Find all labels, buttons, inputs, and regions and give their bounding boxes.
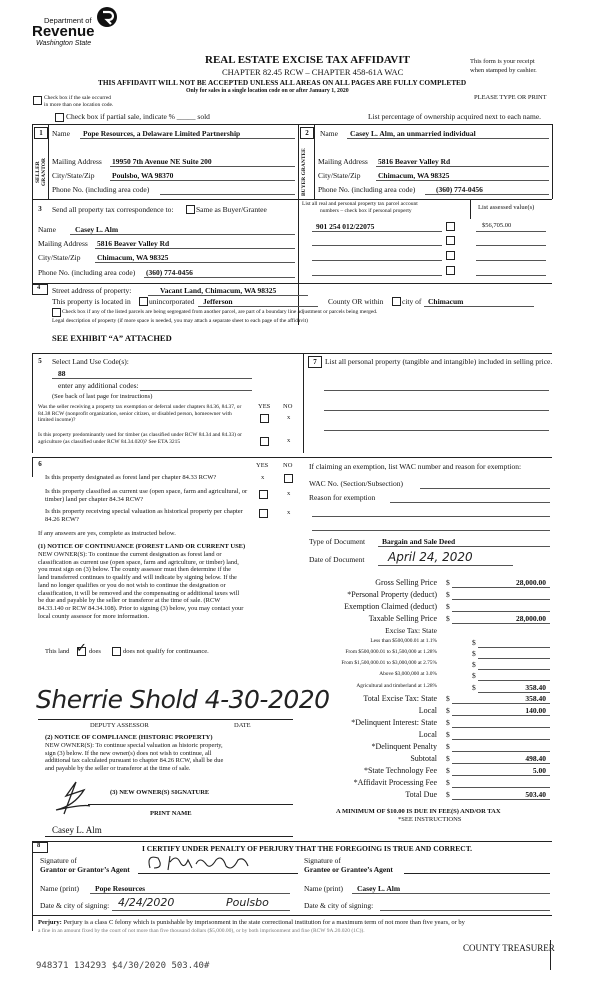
owner-signature-title: (3) NEW OWNER(S) SIGNATURE [110, 789, 210, 796]
parcel-3-personal-checkbox[interactable] [446, 251, 455, 260]
buyer-city: Chimacum, WA 98325 [378, 171, 450, 180]
county-name: Jefferson [203, 297, 233, 306]
tax-row-label: *Delinquent Interest: State [351, 718, 437, 727]
perjury-line-2: a fine in an amount fixed by the court of not more than five thousand dollars ($5,000.00), or by both imprisonment and fine (RCW 9A.20.020 (1C)). [38, 928, 365, 934]
city-name: Chimacum [428, 297, 464, 306]
dollar-sign: $ [446, 730, 450, 739]
historic-title: (2) NOTICE OF COMPLIANCE (HISTORIC PROPERTY) [45, 734, 213, 741]
tax-row-label: *Personal Property (deduct) [347, 590, 437, 599]
forest-no-header: NO [283, 462, 293, 469]
legal-description-label: Legal description of property (if more space is needed, you may attach a separate sheet to each page of the affidavit) [52, 318, 308, 324]
section-2-number: 2 [300, 127, 314, 139]
notice-line: be due and payable by the seller or transferor at the time of sale. (RCW [38, 597, 221, 605]
grantor-signature-scribble-icon [140, 850, 270, 874]
exhibit-text: SEE EXHIBIT “A” ATTACHED [52, 333, 172, 343]
agency-line1: Department of [44, 16, 92, 25]
dollar-sign: $ [446, 778, 450, 787]
city-checkbox[interactable] [392, 297, 401, 306]
tax-row-label: Local [418, 730, 437, 739]
grantee-name-label: Name (print) [304, 884, 343, 893]
grantee-sig-label-2: Grantee or Grantee’s Agent [304, 865, 393, 874]
city-of-label: city of [402, 297, 422, 306]
land-use-label: Select Land Use Code(s): [52, 357, 129, 366]
street-label: Street address of property: [52, 286, 132, 295]
see-back-label: (See back of last page for instructions) [52, 393, 153, 400]
section-7-number: 7 [308, 356, 322, 368]
tax-row-label: Subtotal [410, 754, 437, 763]
unincorporated-checkbox[interactable] [139, 297, 148, 306]
buyer-address-label: Mailing Address [318, 157, 368, 166]
notice-continuance-title: (1) NOTICE OF CONTINUANCE (FOREST LAND OR CURRENT USE) [38, 543, 246, 550]
notice-line: classification as current use (open space, farm and agriculture, or timber) land, [38, 558, 239, 566]
forest-q1-answer: x [261, 474, 265, 481]
county-or-label: County OR within [328, 297, 384, 306]
does-label: does [89, 648, 101, 655]
perjury-line-1 [38, 919, 465, 926]
located-label: This property is located in [52, 297, 131, 306]
dollar-sign: $ [472, 683, 476, 692]
does-not-qualify-checkbox[interactable] [112, 647, 121, 656]
assessor-signature: Sherrie Shold 4-30-2020 [36, 685, 330, 714]
section-6-number: 6 [38, 460, 42, 468]
grantor-name-label: Name (print) [40, 884, 79, 893]
wac-label: WAC No. (Section/Subsection) [309, 479, 403, 488]
perjury-bold: Perjury: [38, 919, 62, 926]
does-not-label: does not qualify for continuance. [123, 648, 209, 655]
section-5-number: 5 [38, 357, 42, 365]
dollar-sign: $ [446, 766, 450, 775]
buyer-phone-label: Phone No. (including area code) [318, 185, 416, 194]
deputy-assessor-label: DEPUTY ASSESSOR [90, 722, 149, 729]
multi-location-label-2: in more than one location code. [44, 102, 114, 108]
tax-row-value: 498.40 [525, 754, 546, 763]
historic-line: sign (3) below. If the new owner(s) does not wish to continue, all [45, 749, 212, 757]
dollar-sign: $ [446, 694, 450, 703]
notice-line: NEW OWNER(S): To continue the current designation as forest land or [38, 551, 222, 558]
parcel-1-value: $56,705.00 [482, 222, 512, 229]
historic-line: NEW OWNER(S): To continue special valuation as historic property, [45, 742, 223, 749]
print-name-label: PRINT NAME [150, 810, 192, 817]
corr-name-label: Name [38, 225, 56, 234]
dollar-sign: $ [446, 706, 450, 715]
land-use-yes-header: YES [258, 403, 271, 410]
grantor-sig-label-2: Grantor or Grantor’s Agent [40, 865, 130, 874]
dollar-sign: $ [472, 649, 476, 658]
doc-date: April 24, 2020 [388, 550, 473, 564]
corr-city-label: City/State/Zip [38, 253, 81, 262]
forest-q1: Is this property designated as forest land per chapter 84.33 RCW? [45, 474, 217, 481]
doc-type: Bargain and Sale Deed [382, 537, 456, 546]
reason-label: Reason for exemption [309, 493, 376, 502]
parcel-1-number: 901 254 012/22075 [316, 222, 375, 231]
grantor-city: Poulsbo [226, 896, 269, 909]
tax-row-label: Local [418, 706, 437, 715]
grantor-date-label: Date & city of signing: [40, 901, 110, 910]
parcel-2-personal-checkbox[interactable] [446, 236, 455, 245]
tax-row-label: Less than $500,000.01 at 1.1% [370, 638, 437, 644]
tax-row-label: From $500,000.01 to $1,500,000 at 1.28% [345, 649, 437, 655]
additional-codes-label: enter any additional codes: [58, 381, 139, 390]
dollar-sign: $ [472, 660, 476, 669]
assessed-header: List assessed value(s) [478, 204, 535, 211]
buyer-name: Casey L. Alm, an unmarried individual [350, 129, 476, 138]
historic-line: and payable by the seller or transferor at the time of sale. [45, 765, 191, 773]
dollar-sign: $ [472, 638, 476, 647]
owner-signature-scribble-icon [44, 776, 94, 816]
historic-body [45, 742, 223, 773]
certify-title: I CERTIFY UNDER PENALTY OF PERJURY THAT THE FOREGOING IS TRUE AND CORRECT. [142, 844, 473, 853]
land-use-code: 88 [58, 369, 66, 378]
notice-continuance-body [38, 551, 243, 620]
historic-line: additional tax calculated pursuant to chapter 84.26 RCW, shall be due [45, 757, 224, 765]
tax-row-label: Gross Selling Price [375, 578, 437, 587]
tax-row-label: *Delinquent Penalty [371, 742, 437, 751]
tax-row-label: *Affidavit Processing Fee [353, 778, 437, 787]
tax-row-label: Excise Tax: State [385, 626, 437, 635]
seller-phone-label: Phone No. (including area code) [52, 185, 150, 194]
buyer-phone: (360) 774-0456 [436, 185, 483, 194]
segregated-label: Check box if any of the listed parcels are being segregated from another parcel, are part of a boundary line adjustment or parcels being merged. [62, 309, 378, 315]
notice-line: land transferred continues to qualify and will indicate by signing below. If the [38, 574, 237, 582]
section-1-number: 1 [34, 127, 48, 139]
grantor-sig-label-1: Signature of [40, 856, 77, 865]
parcel-1-personal-checkbox[interactable] [446, 222, 455, 231]
doc-type-label: Type of Document [309, 537, 366, 546]
type-or-print: PLEASE TYPE OR PRINT [474, 94, 547, 101]
land-use-q2-answer: x [287, 437, 291, 444]
same-as-buyer-label: Same as Buyer/Grantee [196, 205, 267, 214]
grantee-sig-label-1: Signature of [304, 856, 341, 865]
notice-line: local county assessor for more information. [38, 612, 150, 620]
form-warning: THIS AFFIDAVIT WILL NOT BE ACCEPTED UNLESS ALL AREAS ON ALL PAGES ARE FULLY COMPLETED [98, 78, 467, 87]
parcel-4-personal-checkbox[interactable] [446, 266, 455, 275]
revenue-logo-icon [96, 6, 118, 28]
buyer-side-label: BUYER GRANTEE [301, 148, 307, 196]
segregated-checkbox[interactable] [52, 308, 61, 317]
seller-name: Pope Resources, a Delaware Limited Partnership [83, 129, 241, 138]
forest-q2-yes[interactable] [259, 490, 268, 499]
forest-if-yes: If any answers are yes, complete as instructed below. [38, 530, 176, 537]
notice-line: you must sign on (3) below. The county assessor must then determine if the [38, 566, 231, 574]
see-instructions-note: *SEE INSTRUCTIONS [398, 816, 462, 823]
form-only-for: Only for sales in a single location code on or after January 1, 2020 [186, 88, 349, 94]
correspondence-label: Send all property tax correspondence to: [52, 205, 174, 214]
form-subtitle: CHAPTER 82.45 RCW – CHAPTER 458-61A WAC [222, 67, 404, 77]
multi-location-checkbox[interactable] [33, 96, 42, 105]
dollar-sign: $ [446, 614, 450, 623]
tax-row-label: Total Excise Tax: State [363, 694, 437, 703]
tax-row-label: Agricultural and timberland at 1.28% [356, 683, 437, 689]
tax-row-value: 140.00 [525, 706, 546, 715]
agency-line3: Washington State [36, 40, 92, 47]
land-use-q1-yes[interactable] [260, 414, 269, 423]
grantor-name: Pope Resources [95, 884, 146, 893]
this-land-label: This land [45, 648, 70, 655]
seller-address-label: Mailing Address [52, 157, 102, 166]
receipt-note-2: when stamped by cashier. [470, 67, 537, 74]
buyer-name-label: Name [320, 129, 338, 138]
dollar-sign: $ [446, 742, 450, 751]
corr-city: Chimacum, WA 98325 [97, 253, 169, 262]
notice-line: 84.33.140 or RCW 84.34.108). Prior to signing (3) below, you may contact your [38, 604, 244, 612]
corr-address-label: Mailing Address [38, 239, 88, 248]
assessor-date-label: DATE [234, 722, 251, 729]
corr-address: 5816 Beaver Valley Rd [97, 239, 170, 248]
forest-q3-yes[interactable] [259, 509, 268, 518]
forest-yes-header: YES [256, 462, 269, 469]
dollar-sign: $ [446, 790, 450, 799]
tax-row-value: 28,000.00 [516, 578, 546, 587]
buyer-address: 5816 Beaver Valley Rd [378, 157, 451, 166]
seller-city-label: City/State/Zip [52, 171, 95, 180]
forest-q2: Is this property classified as current use (open space, farm and agricultural, or timber) land per chapter 84.34 RCW? [45, 488, 248, 503]
land-use-q2: Is this property predominantly used for timber (as classified under RCW 84.34 and 84.33) or agriculture (as classified under RCW 84.34.020)? See ETA 3215 [38, 432, 242, 445]
owner-print-name: Casey L. Alm [52, 825, 102, 835]
dollar-sign: $ [446, 602, 450, 611]
corr-phone-label: Phone No. (including area code) [38, 268, 136, 277]
dollar-sign: $ [472, 671, 476, 680]
land-use-no-header: NO [283, 403, 293, 410]
land-use-q1: Was the seller receiving a property tax exemption or deferral under chapters 84.36, 84.37, or 84.38 RCW (nonprofit organization, senior citizen, or disabled person, homeowner with limited income)? [38, 404, 242, 423]
forest-q1-no[interactable] [284, 474, 293, 483]
tax-row-value: 358.40 [525, 694, 546, 703]
tax-row-value: 5.00 [532, 766, 546, 775]
forest-q3-answer: x [287, 509, 291, 516]
minimum-fee-note: A MINIMUM OF $10.00 IS DUE IN FEE(S) AND/OR TAX [336, 808, 501, 815]
receipt-note-1: This form is your receipt [470, 58, 535, 65]
tax-row-label: *State Technology Fee [363, 766, 437, 775]
seller-name-label: Name [52, 129, 70, 138]
notice-line: classification, it will be removed and the compensating or additional taxes will [38, 589, 240, 597]
agency-line2: Revenue [32, 23, 95, 40]
tax-row-label: Exemption Claimed (deduct) [344, 602, 437, 611]
grantee-name: Casey L. Alm [357, 884, 401, 893]
street-address: Vacant Land, Chimacum, WA 98325 [160, 286, 277, 295]
section-4-number: 4 [37, 284, 41, 291]
parcels-header-2: numbers – check box if personal property [320, 208, 412, 214]
dollar-sign: $ [446, 578, 450, 587]
tax-row-value: 503.40 [525, 790, 546, 799]
partial-sale-label: Check box if partial sale, indicate % _____ sold [66, 112, 210, 121]
unincorporated-label: unincorporated [149, 297, 195, 306]
corr-phone: (360) 774-0456 [146, 268, 193, 277]
notice-line: land no longer qualifies or you do not wish to continue the designation or [38, 581, 226, 589]
tax-row-label: From $1,500,000.01 to $3,000,000 at 2.75% [341, 660, 437, 666]
land-use-q2-yes[interactable] [260, 437, 269, 446]
dollar-sign: $ [446, 754, 450, 763]
tax-row-value: 28,000.00 [516, 614, 546, 623]
agency-logo [26, 4, 126, 48]
corr-name: Casey L. Alm [75, 225, 119, 234]
exemption-label: If claiming an exemption, list WAC number and reason for exemption: [309, 462, 522, 471]
buyer-city-label: City/State/Zip [318, 171, 361, 180]
land-use-q1-answer: x [287, 414, 291, 421]
tax-row-value: 358.40 [525, 683, 546, 692]
form-title: REAL ESTATE EXCISE TAX AFFIDAVIT [205, 54, 410, 66]
same-as-buyer-checkbox[interactable] [186, 205, 195, 214]
section-8-number: 8 [37, 842, 41, 849]
grantor-date: 4/24/2020 [118, 896, 175, 909]
county-treasurer: COUNTY TREASURER [463, 943, 555, 953]
partial-sale-checkbox[interactable] [55, 113, 64, 122]
seller-address: 19950 7th Avenue NE Suite 200 [112, 157, 212, 166]
pct-ownership-label: List percentage of ownership acquired next to each name. [368, 112, 542, 121]
grantee-date-label: Date & city of signing: [304, 901, 374, 910]
recording-stamp: 948371 134293 $4/30/2020 503.40# [36, 961, 210, 971]
does-checkmark-icon: ✓ [76, 640, 87, 655]
section-3-number: 3 [38, 205, 42, 213]
forest-q3: Is this property receiving special valuation as historical property per chapter 84.26 RCW? [45, 508, 243, 523]
tax-row-label: Total Due [405, 790, 437, 799]
tax-row-label: Taxable Selling Price [368, 614, 437, 623]
personal-property-label: List all personal property (tangible and intangible) included in selling price. [325, 357, 553, 366]
perjury-text: Perjury is a class C felony which is punishable by imprisonment in the state correctional institution for a maximum term of not more than five years, or by [61, 919, 465, 926]
seller-city: Poulsbo, WA 98370 [112, 171, 174, 180]
tax-row-label: Above $3,000,000 at 3.0% [379, 671, 437, 677]
seller-side-label: SELLER GRANTOR [35, 158, 47, 187]
doc-date-label: Date of Document [309, 555, 365, 564]
forest-q2-answer: x [287, 490, 291, 497]
parcels-header-1: List all real and personal property tax parcel account [302, 201, 418, 207]
multi-location-label-1: Check box if the sale occurred [44, 95, 112, 101]
dollar-sign: $ [446, 590, 450, 599]
dollar-sign: $ [446, 718, 450, 727]
